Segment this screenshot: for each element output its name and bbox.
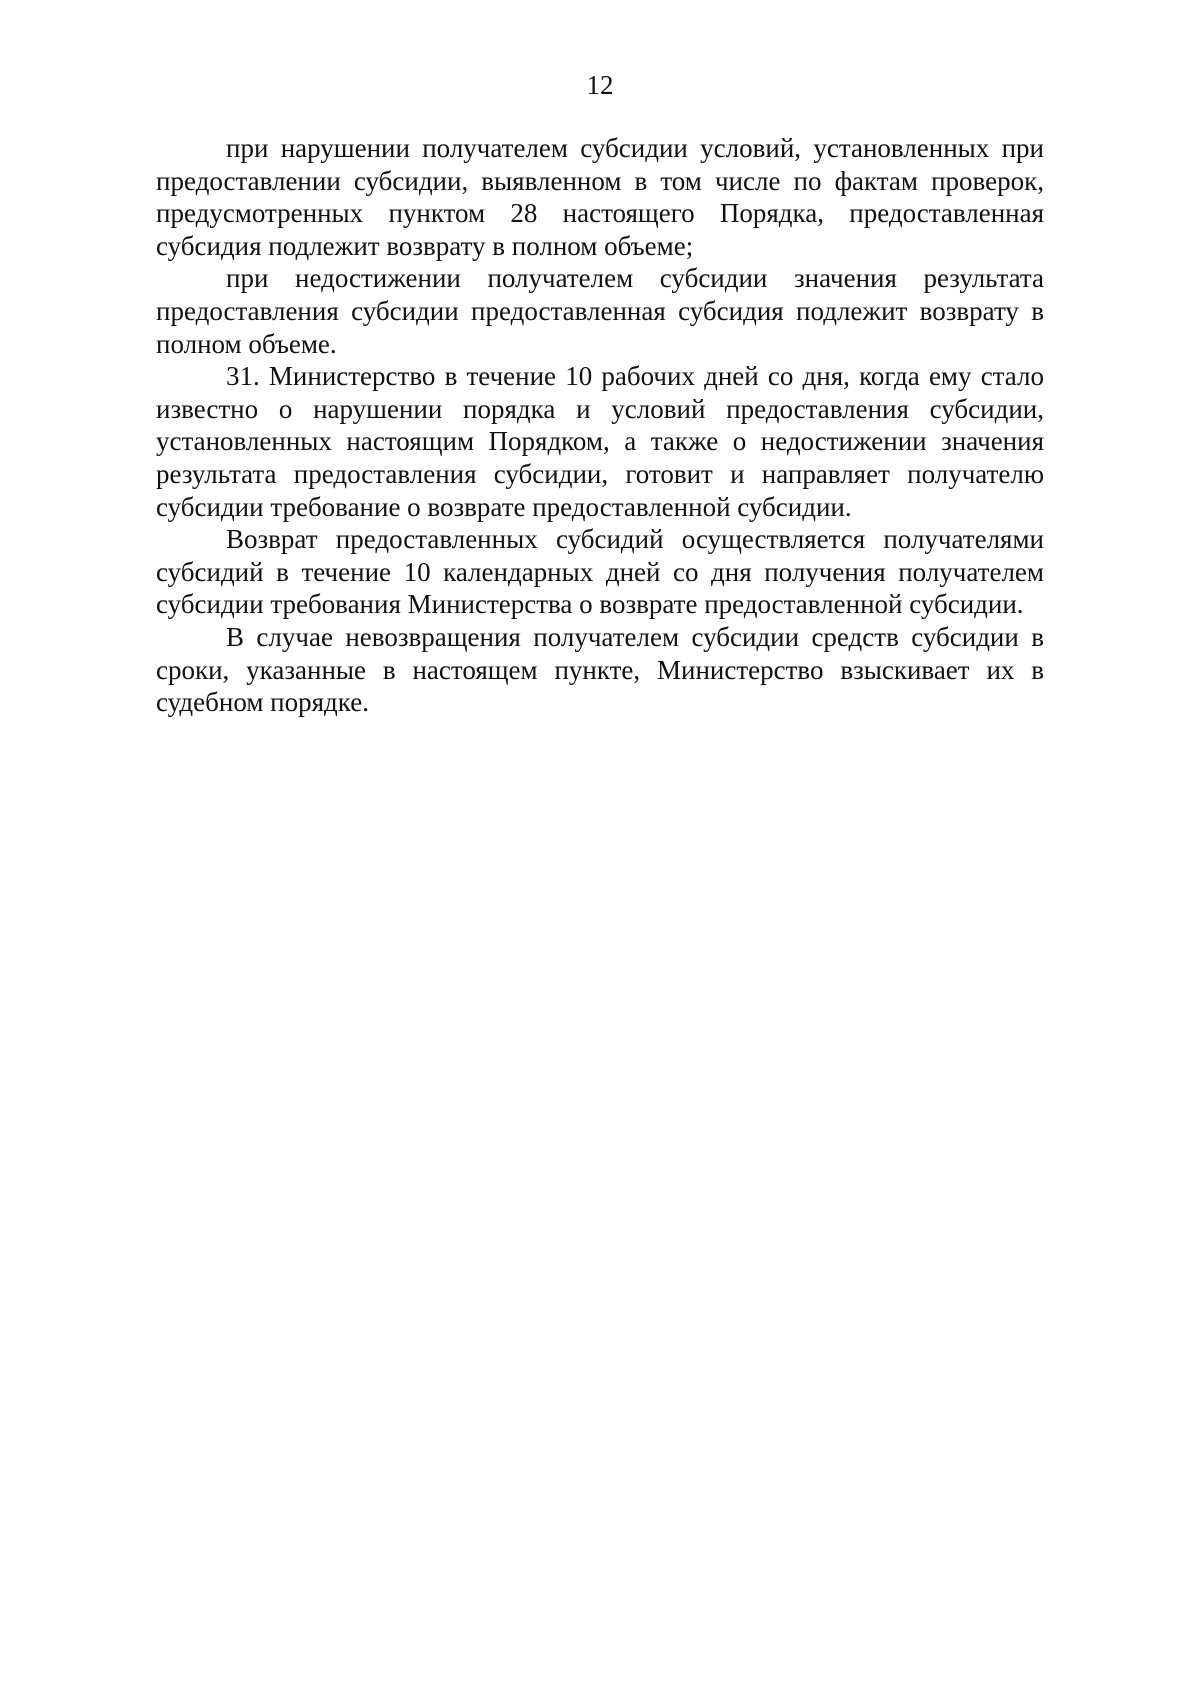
paragraph-violation-return: при нарушении получателем субсидии условий, установленных при предоставлении субсидии, выявленном в том числе по фактам проверок, предусмотренных пунктом 28 настоящего Порядка, предоставленная субсидия подлежит возврату в полном объеме; — [156, 133, 1044, 261]
paragraph-result-not-achieved: при недостижении получателем субсидии значения результата предоставления субсидии предоставленная субсидия подлежит возврату в полном объеме. — [156, 263, 1044, 359]
paragraph-court-recovery: В случае невозвращения получателем субсидии средств субсидии в сроки, указанные в настоящем пункте, Министерство взыскивает их в судебном порядке. — [156, 621, 1044, 718]
document-body — [156, 132, 1044, 719]
page-number: 12 — [586, 70, 614, 100]
paragraph-return-deadline: Возврат предоставленных субсидий осуществляется получателями субсидий в течение 10 календарных дней со дня получения получателем субсидии требования Министерства о возврате предоставленной субсидии. — [156, 524, 1044, 620]
paragraph-item-31: 31. Министерство в течение 10 рабочих дней со дня, когда ему стало известно о нарушении порядка и условий предоставления субсидии, установленных настоящим Порядком, а также о недостижении значения результата предоставления субсидии, готовит и направляет получателю субсидии требование о возврате предоставленной субсидии. — [156, 361, 1044, 522]
